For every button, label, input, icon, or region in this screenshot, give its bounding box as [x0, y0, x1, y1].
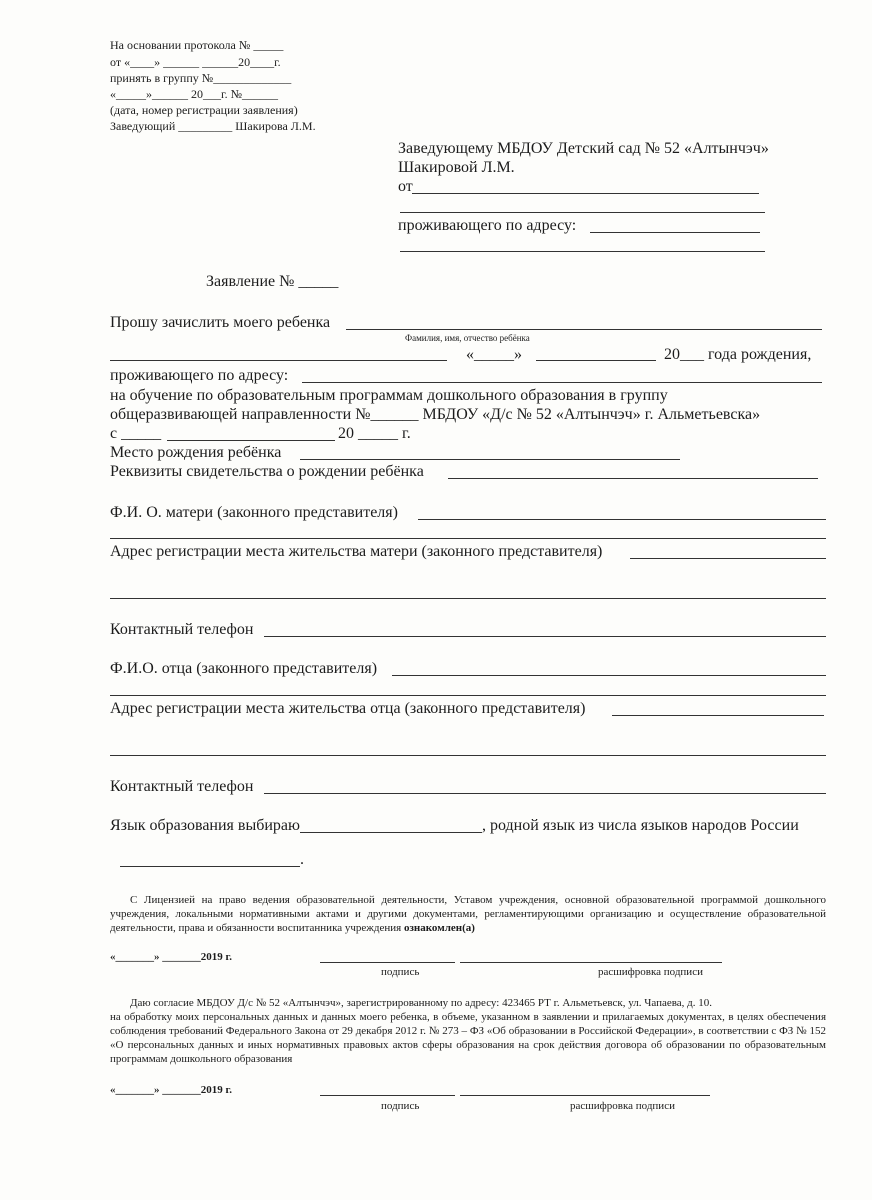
child-residing-label: проживающего по адресу: — [110, 367, 289, 384]
consent-decoding-caption: расшифровка подписи — [570, 1100, 675, 1112]
consent-line1: Даю согласие МБДОУ Д/с № 52 «Алтынчэч», зарегистрированному по адресу: 423465 РТ г. Альметьевск, ул. Чапаева, д. 10. — [130, 997, 713, 1009]
registration-date-line: «_____»______ 20___г. №______ — [110, 87, 279, 101]
birth-year-label: 20___ года рождения, — [664, 346, 812, 363]
mother-phone-field[interactable] — [264, 636, 404, 637]
accept-group-line: принять в группу №_____________ — [110, 71, 292, 85]
father-fio-label: Ф.И.О. отца (законного представителя) — [110, 660, 378, 677]
addressee-line2: Шакировой Л.М. — [398, 159, 515, 176]
native-language-field[interactable] — [120, 866, 300, 867]
addressee-line1: Заведующему МБДОУ Детский сад № 52 «Алтынчэч» — [398, 140, 769, 157]
program-line2: общеразвивающей направленности №______ МБДОУ «Д/с № 52 «Алтынчэч» г. Альметьевска» — [110, 406, 761, 423]
consent-paragraph: на обработку моих персональных данных и данных моего ребенка, в объеме, указанном в заявлении и прилагаемых документах, в целях обеспечения соблюдения требований Федерального Закона от 29 декабря 2012 г. № 273 – ФЗ «Об образовании в Российской Федерации», в соответствии с ФЗ № 152 «О персональных данных и иных нормативных правовых актов сферы образования на срок действия договора об образовании по образовательным программам дошкольного образования — [110, 1011, 826, 1065]
father-address-field[interactable] — [612, 715, 824, 716]
consent-date: «_______» _______2019 г. — [110, 1084, 233, 1096]
license-signature-field[interactable] — [320, 962, 455, 963]
birthplace-field[interactable] — [300, 459, 680, 460]
native-language-dot: . — [300, 851, 304, 868]
child-address-field[interactable] — [302, 382, 822, 383]
mother-fio-label: Ф.И. О. матери (законного представителя) — [110, 504, 398, 521]
from-field[interactable] — [412, 193, 759, 194]
mother-address-label: Адрес регистрации места жительства матери (законного представителя) — [110, 543, 603, 560]
native-language-label: , родной язык из числа языков народов России — [482, 817, 799, 834]
mother-phone-field-2[interactable] — [404, 636, 826, 637]
license-date: «_______» _______2019 г. — [110, 951, 233, 963]
child-fio-field[interactable] — [346, 329, 822, 330]
child-fio-field-2[interactable] — [110, 360, 447, 361]
enroll-label: Прошу зачислить моего ребенка — [110, 314, 331, 331]
consent-decoding-field[interactable] — [460, 1095, 710, 1096]
mother-phone-label: Контактный телефон — [110, 621, 254, 638]
certificate-label: Реквизиты свидетельства о рождении ребёнка — [110, 463, 424, 480]
fio-caption: Фамилия, имя, отчество ребёнка — [405, 333, 530, 343]
birthplace-label: Место рождения ребёнка — [110, 444, 282, 461]
protocol-line: На основании протокола № _____ — [110, 38, 284, 52]
birth-day: «_____» — [466, 346, 522, 363]
from-label: от — [398, 178, 413, 195]
program-line1: на обучение по образовательным программам дошкольного образования в группу — [110, 387, 668, 404]
registration-caption: (дата, номер регистрации заявления) — [110, 103, 298, 117]
father-phone-field[interactable] — [264, 793, 404, 794]
language-field[interactable] — [300, 832, 482, 833]
license-decoding-caption: расшифровка подписи — [598, 966, 703, 978]
father-fio-field-2[interactable] — [110, 695, 826, 696]
father-phone-label: Контактный телефон — [110, 778, 254, 795]
license-signature-caption: подпись — [381, 966, 420, 978]
start-date-c: с _____ — [110, 425, 162, 442]
page-title: Заявление № _____ — [206, 273, 339, 290]
mother-address-field[interactable] — [630, 558, 826, 559]
license-text: С Лицензией на право ведения образовательной деятельности, Уставом учреждения, основной образовательной программой дошкольного учреждения, локальными нормативными актами и другими документами, регламентирующими организацию и осуществление образовательной деятельности, права и обязанности воспитанника учреждения — [110, 894, 826, 934]
mother-fio-field[interactable] — [418, 519, 826, 520]
mother-address-field-2[interactable] — [110, 598, 826, 599]
residing-label: проживающего по адресу: — [398, 217, 577, 234]
consent-signature-field[interactable] — [320, 1095, 455, 1096]
from-field-2[interactable] — [400, 212, 765, 213]
residing-field-2[interactable] — [400, 251, 765, 252]
consent-signature-caption: подпись — [381, 1100, 420, 1112]
father-address-label: Адрес регистрации места жительства отца (законного представителя) — [110, 700, 586, 717]
license-acquainted: ознакомлен(а) — [403, 922, 475, 934]
protocol-date-line: от «____» ______ ______20____г. — [110, 55, 281, 69]
birth-month-field[interactable] — [536, 360, 656, 361]
residing-field[interactable] — [590, 232, 760, 233]
license-decoding-field[interactable] — [460, 962, 722, 963]
start-year-label: 20 _____ г. — [338, 425, 411, 442]
start-month-field[interactable] — [167, 440, 335, 441]
language-choose-label: Язык образования выбираю — [110, 817, 300, 834]
father-address-field-2[interactable] — [110, 755, 826, 756]
license-paragraph — [110, 893, 826, 935]
father-phone-field-2[interactable] — [404, 793, 826, 794]
certificate-field[interactable] — [448, 478, 818, 479]
mother-fio-field-2[interactable] — [110, 538, 826, 539]
father-fio-field[interactable] — [392, 675, 826, 676]
head-signature-line: Заведующий _________ Шакирова Л.М. — [110, 119, 316, 133]
